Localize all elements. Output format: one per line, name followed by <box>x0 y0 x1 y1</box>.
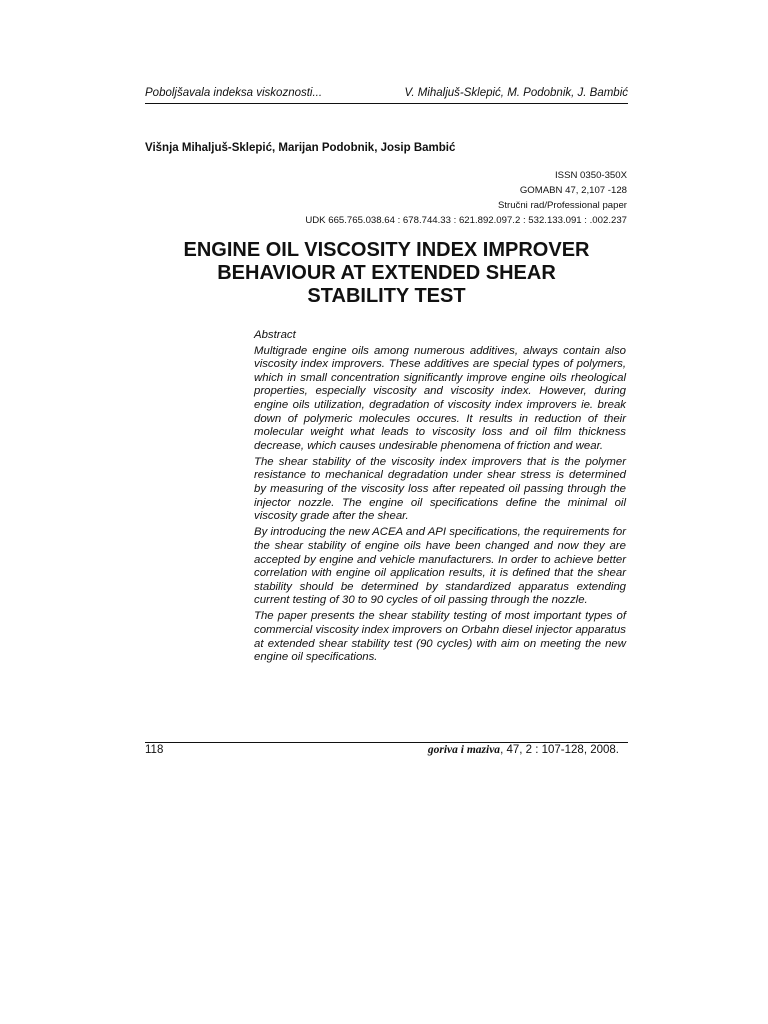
paper-type-line: Stručni rad/Professional paper <box>497 200 627 211</box>
abstract-paragraph-4: The paper presents the shear stability testing of most important types of commercial viscosity index improvers on Orbahn diesel injector apparatus at extended shear stability test (90 cycles) with aim on meeting the new engine oil specifications. <box>254 610 626 664</box>
running-header-title: Poboljšavala indeksa viskoznosti... <box>145 87 323 99</box>
abstract-paragraph-2: The shear stability of the viscosity index improvers that is the polymer resistance to mechanical degradation under shear stress is determined by measuring of the viscosity loss after repeated oil passing through the injector nozzle. The engine oil specifications define the minimal oil viscosity grade after the shear. <box>254 455 626 523</box>
paper-title <box>145 239 628 308</box>
publication-metadata <box>305 168 627 228</box>
udk-line: UDK 665.765.038.64 : 678.744.33 : 621.892.097.2 : 532.133.091 : .002.237 <box>305 215 627 226</box>
abstract-section <box>254 329 626 667</box>
author-list: Višnja Mihaljuš-Sklepić, Marijan Podobnik, Josip Bambić <box>145 142 456 154</box>
journal-volume-pages: , 47, 2 : 107-128, 2008. <box>500 744 619 756</box>
header-divider <box>145 103 628 104</box>
abstract-paragraph-3: By introducing the new ACEA and API specifications, the requirements for the shear stability of engine oils have been changed and now they are accepted by engine and vehicle manufacturers. In order to achieve better correlation with engine oil application results, it is defined that the shear stability should be determined by standardized apparatus extending current testing of 30 to 90 cycles of oil passing through the nozzle. <box>254 526 626 607</box>
gomabn-line: GOMABN 47, 2,107 -128 <box>519 185 627 196</box>
issn-line: ISSN 0350-350X <box>555 170 627 181</box>
title-line-1: ENGINE OIL VISCOSITY INDEX IMPROVER <box>183 239 590 261</box>
journal-name: goriva i maziva <box>427 744 501 756</box>
title-line-3: STABILITY TEST <box>307 285 466 307</box>
journal-citation <box>428 744 619 756</box>
running-header-authors: V. Mihaljuš-Sklepić, M. Podobnik, J. Bambić <box>404 87 628 99</box>
abstract-paragraph-1: Multigrade engine oils among numerous additives, always contain also viscosity index improvers. These additives are special types of polymers, which in small concentration significantly improve engine oils rheological properties, especially viscosity and viscosity index. However, during engine oils utilization, degradation of viscosity index improvers ie. break down of polymeric molecules occures. It results in reduction of their molecular weight what leads to viscosity loss and oil film thickness decrease, which causes undesirable phenomena of friction and wear. <box>254 344 626 452</box>
abstract-heading: Abstract <box>254 329 296 341</box>
footer-divider <box>145 742 628 743</box>
title-line-2: BEHAVIOUR AT EXTENDED SHEAR <box>217 262 556 284</box>
page-number: 118 <box>145 744 164 756</box>
